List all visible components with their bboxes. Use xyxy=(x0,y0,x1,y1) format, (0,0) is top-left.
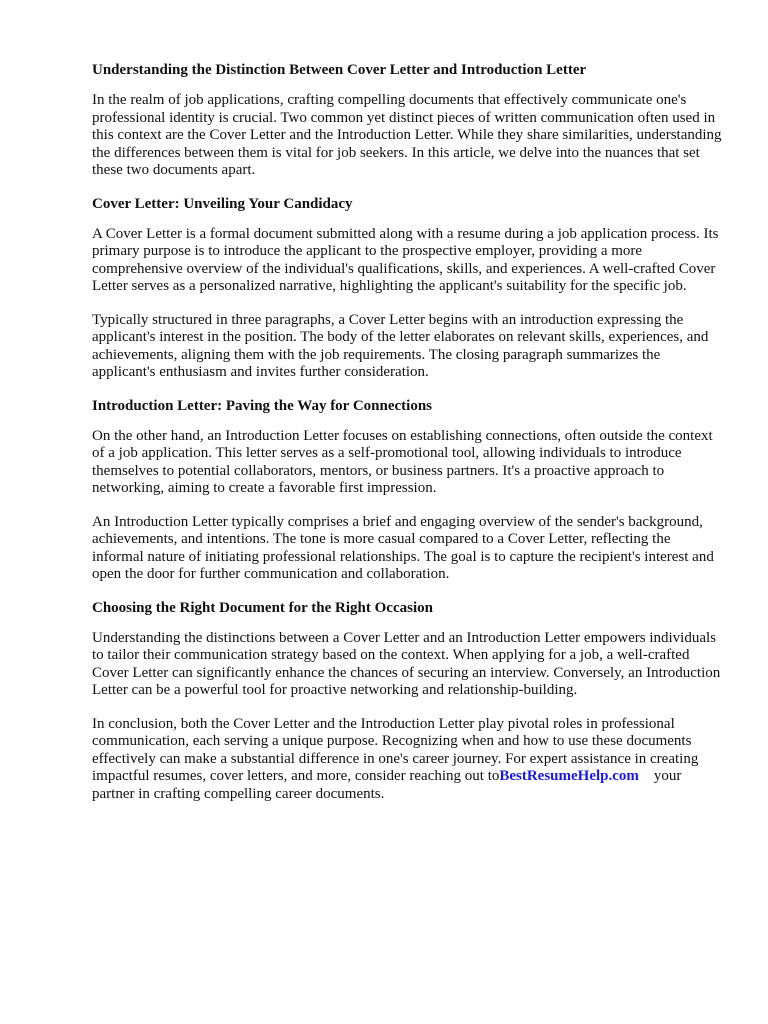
cover-letter-paragraph-1: A Cover Letter is a formal document submitted along with a resume during a job application process. Its primary purpose is to introduce the applicant to the prospective employer, providing a more comprehensive overview of the individual's qualifications, skills, and experiences. A well-crafted Cover Letter serves as a personalized narrative, highlighting the applicant's suitability for the specific job. xyxy=(92,225,719,294)
section-heading-choosing-document: Choosing the Right Document for the Right Occasion xyxy=(92,599,433,616)
section-heading-cover-letter: Cover Letter: Unveiling Your Candidacy xyxy=(92,195,353,212)
section-heading-introduction-letter: Introduction Letter: Paving the Way for Connections xyxy=(92,397,432,414)
cover-letter-paragraph-2: Typically structured in three paragraphs, a Cover Letter begins with an introduction expressing the applicant's interest in the position. The body of the letter elaborates on relevant skills, experiences, and achievements, aligning them with the job requirements. The closing paragraph summarizes the applicant's enthusiasm and invites further consideration. xyxy=(92,311,709,380)
document-title: Understanding the Distinction Between Cover Letter and Introduction Letter xyxy=(92,62,587,78)
intro-paragraph: In the realm of job applications, crafting compelling documents that effectively communicate one's professional identity is crucial. Two common yet distinct pieces of written communication often used in this context are the Cover Letter and the Introduction Letter. While they share similarities, understanding the differences between them is vital for job seekers. In this article, we delve into the nuances that set these two documents apart. xyxy=(92,92,722,178)
best-resume-help-link[interactable]: BestResumeHelp.com xyxy=(499,768,639,784)
conclusion-paragraph xyxy=(92,716,724,804)
conclusion-text-after-link: your partner in crafting compelling career documents. xyxy=(92,768,682,802)
choosing-document-paragraph: Understanding the distinctions between a Cover Letter and an Introduction Letter empowers individuals to tailor their communication strategy based on the context. When applying for a job, a well-crafted Cover Letter can significantly enhance the chances of securing an interview. Conversely, an Introduction Letter can be a powerful tool for proactive networking and relationship-building. xyxy=(92,629,721,698)
introduction-letter-paragraph-2: An Introduction Letter typically comprises a brief and engaging overview of the sender's background, achievements, and intentions. The tone is more casual compared to a Cover Letter, reflecting the informal nature of initiating professional relationships. The goal is to capture the recipient's interest and open the door for further communication and collaboration. xyxy=(92,513,714,582)
conclusion-text-before-link: In conclusion, both the Cover Letter and the Introduction Letter play pivotal roles in professional communication, each serving a unique purpose. Recognizing when and how to use these documents effectively can make a substantial difference in one's career journey. For expert assistance in creating impactful resumes, cover letters, and more, consider reaching out to xyxy=(92,715,699,784)
introduction-letter-paragraph-1: On the other hand, an Introduction Letter focuses on establishing connections, often outside the context of a job application. This letter serves as a self-promotional tool, allowing individuals to introduce themselves to potential collaborators, mentors, or business partners. It's a proactive approach to networking, aiming to create a favorable first impression. xyxy=(92,427,713,496)
document-page xyxy=(92,61,724,819)
